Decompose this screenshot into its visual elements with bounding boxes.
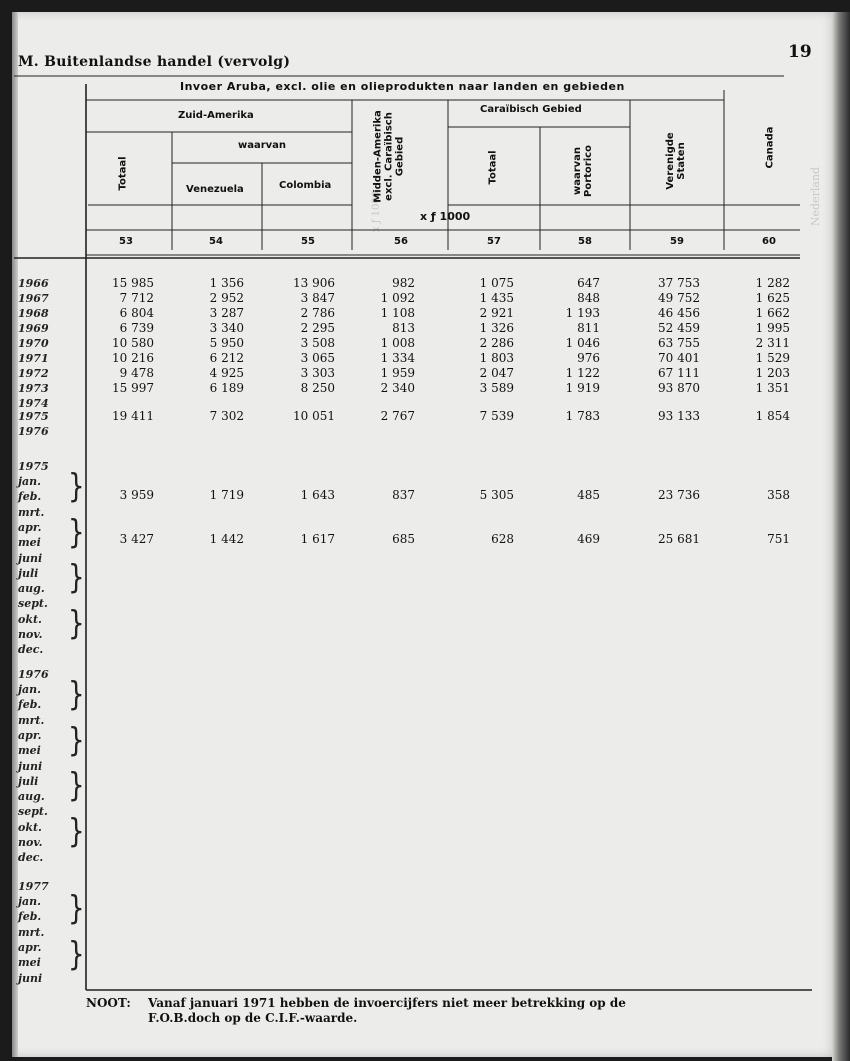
year-label: 1977	[18, 880, 49, 893]
quarter-brace: }	[68, 605, 85, 643]
table-cell: 1 122	[565, 366, 600, 380]
table-cell: 4 925	[209, 366, 244, 380]
table-cell: 1 092	[380, 291, 415, 305]
table-cell: 837	[392, 488, 415, 502]
table-cell: 1 529	[755, 351, 790, 365]
table-cell: 848	[577, 291, 600, 305]
table-cell: 1 193	[565, 306, 600, 320]
month-label: juni	[18, 971, 43, 985]
table-cell: 5 950	[209, 336, 244, 350]
month-label: jan.	[18, 683, 41, 696]
table-cell: 1 203	[755, 366, 790, 380]
table-cell: 93 870	[658, 381, 700, 395]
table-cell: 1 783	[565, 409, 600, 423]
table-cell: 5 305	[479, 488, 514, 502]
table-cell: 1 046	[565, 336, 600, 350]
month-label: nov.	[18, 836, 43, 849]
col-header-portorico: waarvan Portorico	[572, 145, 594, 197]
table-cell: 1 108	[380, 306, 415, 320]
unit-label: x ƒ 1000	[420, 210, 471, 223]
year-label: 1976	[18, 668, 49, 681]
col-number: 58	[578, 236, 592, 247]
year-label: 1971	[18, 352, 49, 365]
table-cell: 1 282	[755, 276, 790, 290]
footnote-label: NOOT:	[86, 996, 131, 1010]
table-cell: 3 287	[209, 306, 244, 320]
month-label: mei	[18, 956, 41, 970]
month-label: nov.	[18, 628, 43, 641]
col-header-colombia: Colombia	[279, 180, 332, 191]
col-header-canada: Canada	[764, 126, 776, 169]
table-cell: 23 736	[658, 488, 700, 502]
month-label: feb.	[18, 490, 42, 504]
col-number: 55	[301, 236, 315, 247]
year-label: 1970	[18, 337, 49, 350]
table-cell: 647	[577, 276, 600, 290]
table-cell: 37 753	[658, 276, 700, 290]
quarter-brace: }	[68, 559, 85, 597]
col-number: 57	[487, 236, 501, 247]
table-cell: 13 906	[293, 276, 335, 290]
quarter-brace: }	[68, 890, 85, 928]
col-number: 54	[209, 236, 223, 247]
col-header-midden-amerika: Midden-Amerika excl. Caraïbisch Gebied	[372, 110, 406, 203]
month-label: feb.	[18, 698, 42, 712]
table-cell: 485	[577, 488, 600, 502]
table-cell: 1 959	[380, 366, 415, 380]
table-cell: 1 919	[565, 381, 600, 395]
month-label: aug.	[18, 582, 45, 596]
footnote	[86, 996, 626, 1026]
month-label: juli	[18, 774, 39, 788]
table-cell: 70 401	[658, 351, 700, 365]
month-label: okt.	[18, 820, 42, 834]
table-cell: 3 340	[209, 321, 244, 335]
table-cell: 685	[392, 532, 415, 546]
month-label: mei	[18, 744, 41, 758]
table-cell: 1 662	[755, 306, 790, 320]
month-label: mrt.	[18, 505, 45, 519]
year-label: 1967	[18, 292, 49, 305]
table-cell: 52 459	[658, 321, 700, 335]
table-cell: 10 051	[293, 409, 335, 423]
table-cell: 1 334	[380, 351, 415, 365]
col-number: 60	[762, 236, 776, 247]
table-cell: 976	[577, 351, 600, 365]
year-label: 1966	[18, 277, 49, 290]
table-cell: 1 008	[380, 336, 415, 350]
table-cell: 1 643	[300, 488, 335, 502]
table-cell: 3 427	[119, 532, 154, 546]
page-title: M. Buitenlandse handel (vervolg)	[18, 54, 291, 70]
table-caption: Invoer Aruba, excl. olie en olieprodukten naar landen en gebieden	[180, 80, 625, 93]
table-cell: 1 442	[209, 532, 244, 546]
quarter-brace: }	[68, 813, 85, 851]
table-cell: 8 250	[300, 381, 335, 395]
col-header-verenigde-staten: Verenigde Staten	[665, 132, 687, 190]
table-cell: 7 302	[209, 409, 244, 423]
month-label: sept.	[18, 805, 48, 819]
table-cell: 6 189	[209, 381, 244, 395]
year-label: 1974	[18, 397, 49, 410]
table-cell: 2 921	[479, 306, 514, 320]
year-label: 1976	[18, 425, 49, 438]
col-header-totaal-1: Totaal	[117, 156, 129, 191]
table-cell: 358	[767, 488, 790, 502]
table-cell: 7 539	[479, 409, 514, 423]
table-cell: 3 589	[479, 381, 514, 395]
month-label: sept.	[18, 597, 48, 611]
table-cell: 3 303	[300, 366, 335, 380]
group-zuid-amerika: Zuid-Amerika	[178, 110, 254, 121]
table-cell: 67 111	[658, 366, 700, 380]
year-label: 1972	[18, 367, 49, 380]
table-cell: 2 786	[300, 306, 335, 320]
bleed-through-label: Nederland	[809, 166, 823, 227]
month-label: feb.	[18, 910, 42, 924]
col-number: 56	[394, 236, 408, 247]
year-label: 1969	[18, 322, 49, 335]
month-label: mei	[18, 536, 41, 550]
table-cell: 2 952	[209, 291, 244, 305]
table-cell: 2 295	[300, 321, 335, 335]
quarter-brace: }	[68, 722, 85, 760]
month-label: mrt.	[18, 713, 45, 727]
table-cell: 628	[491, 532, 514, 546]
footnote-line-1: Vanaf januari 1971 hebben de invoercijfers niet meer betrekking op de	[148, 996, 626, 1010]
table-cell: 15 985	[112, 276, 154, 290]
quarter-brace: }	[68, 514, 85, 552]
table-cell: 1 356	[209, 276, 244, 290]
month-label: aug.	[18, 790, 45, 804]
quarter-brace: }	[68, 936, 85, 974]
table-cell: 7 712	[119, 291, 154, 305]
month-label: mrt.	[18, 925, 45, 939]
table-cell: 6 804	[119, 306, 154, 320]
month-label: apr.	[18, 728, 42, 742]
month-label: dec.	[18, 851, 44, 865]
table-cell: 19 411	[112, 409, 154, 423]
footnote-line-2: F.O.B.doch op de C.I.F.-waarde.	[148, 1011, 358, 1025]
table-cell: 46 456	[658, 306, 700, 320]
table-cell: 63 755	[658, 336, 700, 350]
col-header-totaal-2: Totaal	[487, 150, 499, 185]
table-cell: 3 508	[300, 336, 335, 350]
page-number: 19	[788, 42, 812, 62]
table-cell: 1 625	[755, 291, 790, 305]
table-cell: 6 212	[209, 351, 244, 365]
year-label: 1968	[18, 307, 49, 320]
table-cell: 3 959	[119, 488, 154, 502]
table-cell: 1 435	[479, 291, 514, 305]
table-cell: 1 326	[479, 321, 514, 335]
table-cell: 1 617	[300, 532, 335, 546]
table-cell: 2 340	[380, 381, 415, 395]
table-cell: 2 047	[479, 366, 514, 380]
year-label: 1973	[18, 382, 49, 395]
table-cell: 1 854	[755, 409, 790, 423]
month-label: apr.	[18, 520, 42, 534]
table-cell: 10 216	[112, 351, 154, 365]
col-number: 53	[119, 236, 133, 247]
month-label: juli	[18, 566, 39, 580]
year-label: 1975	[18, 460, 49, 473]
table-cell: 1 719	[209, 488, 244, 502]
col-number: 59	[670, 236, 684, 247]
table-cell: 15 997	[112, 381, 154, 395]
table-cell: 10 580	[112, 336, 154, 350]
table-cell: 6 739	[119, 321, 154, 335]
table-cell: 1 351	[755, 381, 790, 395]
table-cell: 982	[392, 276, 415, 290]
month-label: okt.	[18, 612, 42, 626]
table-cell: 2 767	[380, 409, 415, 423]
quarter-brace: }	[68, 468, 85, 506]
month-label: juni	[18, 551, 43, 565]
table-cell: 25 681	[658, 532, 700, 546]
table-cell: 9 478	[119, 366, 154, 380]
table-cell: 1 995	[755, 321, 790, 335]
table-cell: 1 075	[479, 276, 514, 290]
year-label: 1975	[18, 410, 49, 423]
table-cell: 813	[392, 321, 415, 335]
month-label: jan.	[18, 895, 41, 908]
month-label: jan.	[18, 475, 41, 488]
quarter-brace: }	[68, 767, 85, 805]
table-cell: 2 286	[479, 336, 514, 350]
table-cell: 2 311	[755, 336, 790, 350]
table-cell: 3 847	[300, 291, 335, 305]
group-caraibisch: Caraïbisch Gebied	[480, 104, 582, 115]
month-label: juni	[18, 759, 43, 773]
table-cell: 49 752	[658, 291, 700, 305]
table-cell: 811	[577, 321, 600, 335]
table-cell: 469	[577, 532, 600, 546]
month-label: dec.	[18, 643, 44, 657]
group-waarvan: waarvan	[238, 140, 287, 151]
table-cell: 93 133	[658, 409, 700, 423]
table-cell: 751	[767, 532, 790, 546]
month-label: apr.	[18, 940, 42, 954]
bleed-through-unit: x ƒ 1000	[371, 190, 383, 233]
table-cell: 1 803	[479, 351, 514, 365]
quarter-brace: }	[68, 676, 85, 714]
col-header-venezuela: Venezuela	[186, 184, 244, 195]
table-cell: 3 065	[300, 351, 335, 365]
